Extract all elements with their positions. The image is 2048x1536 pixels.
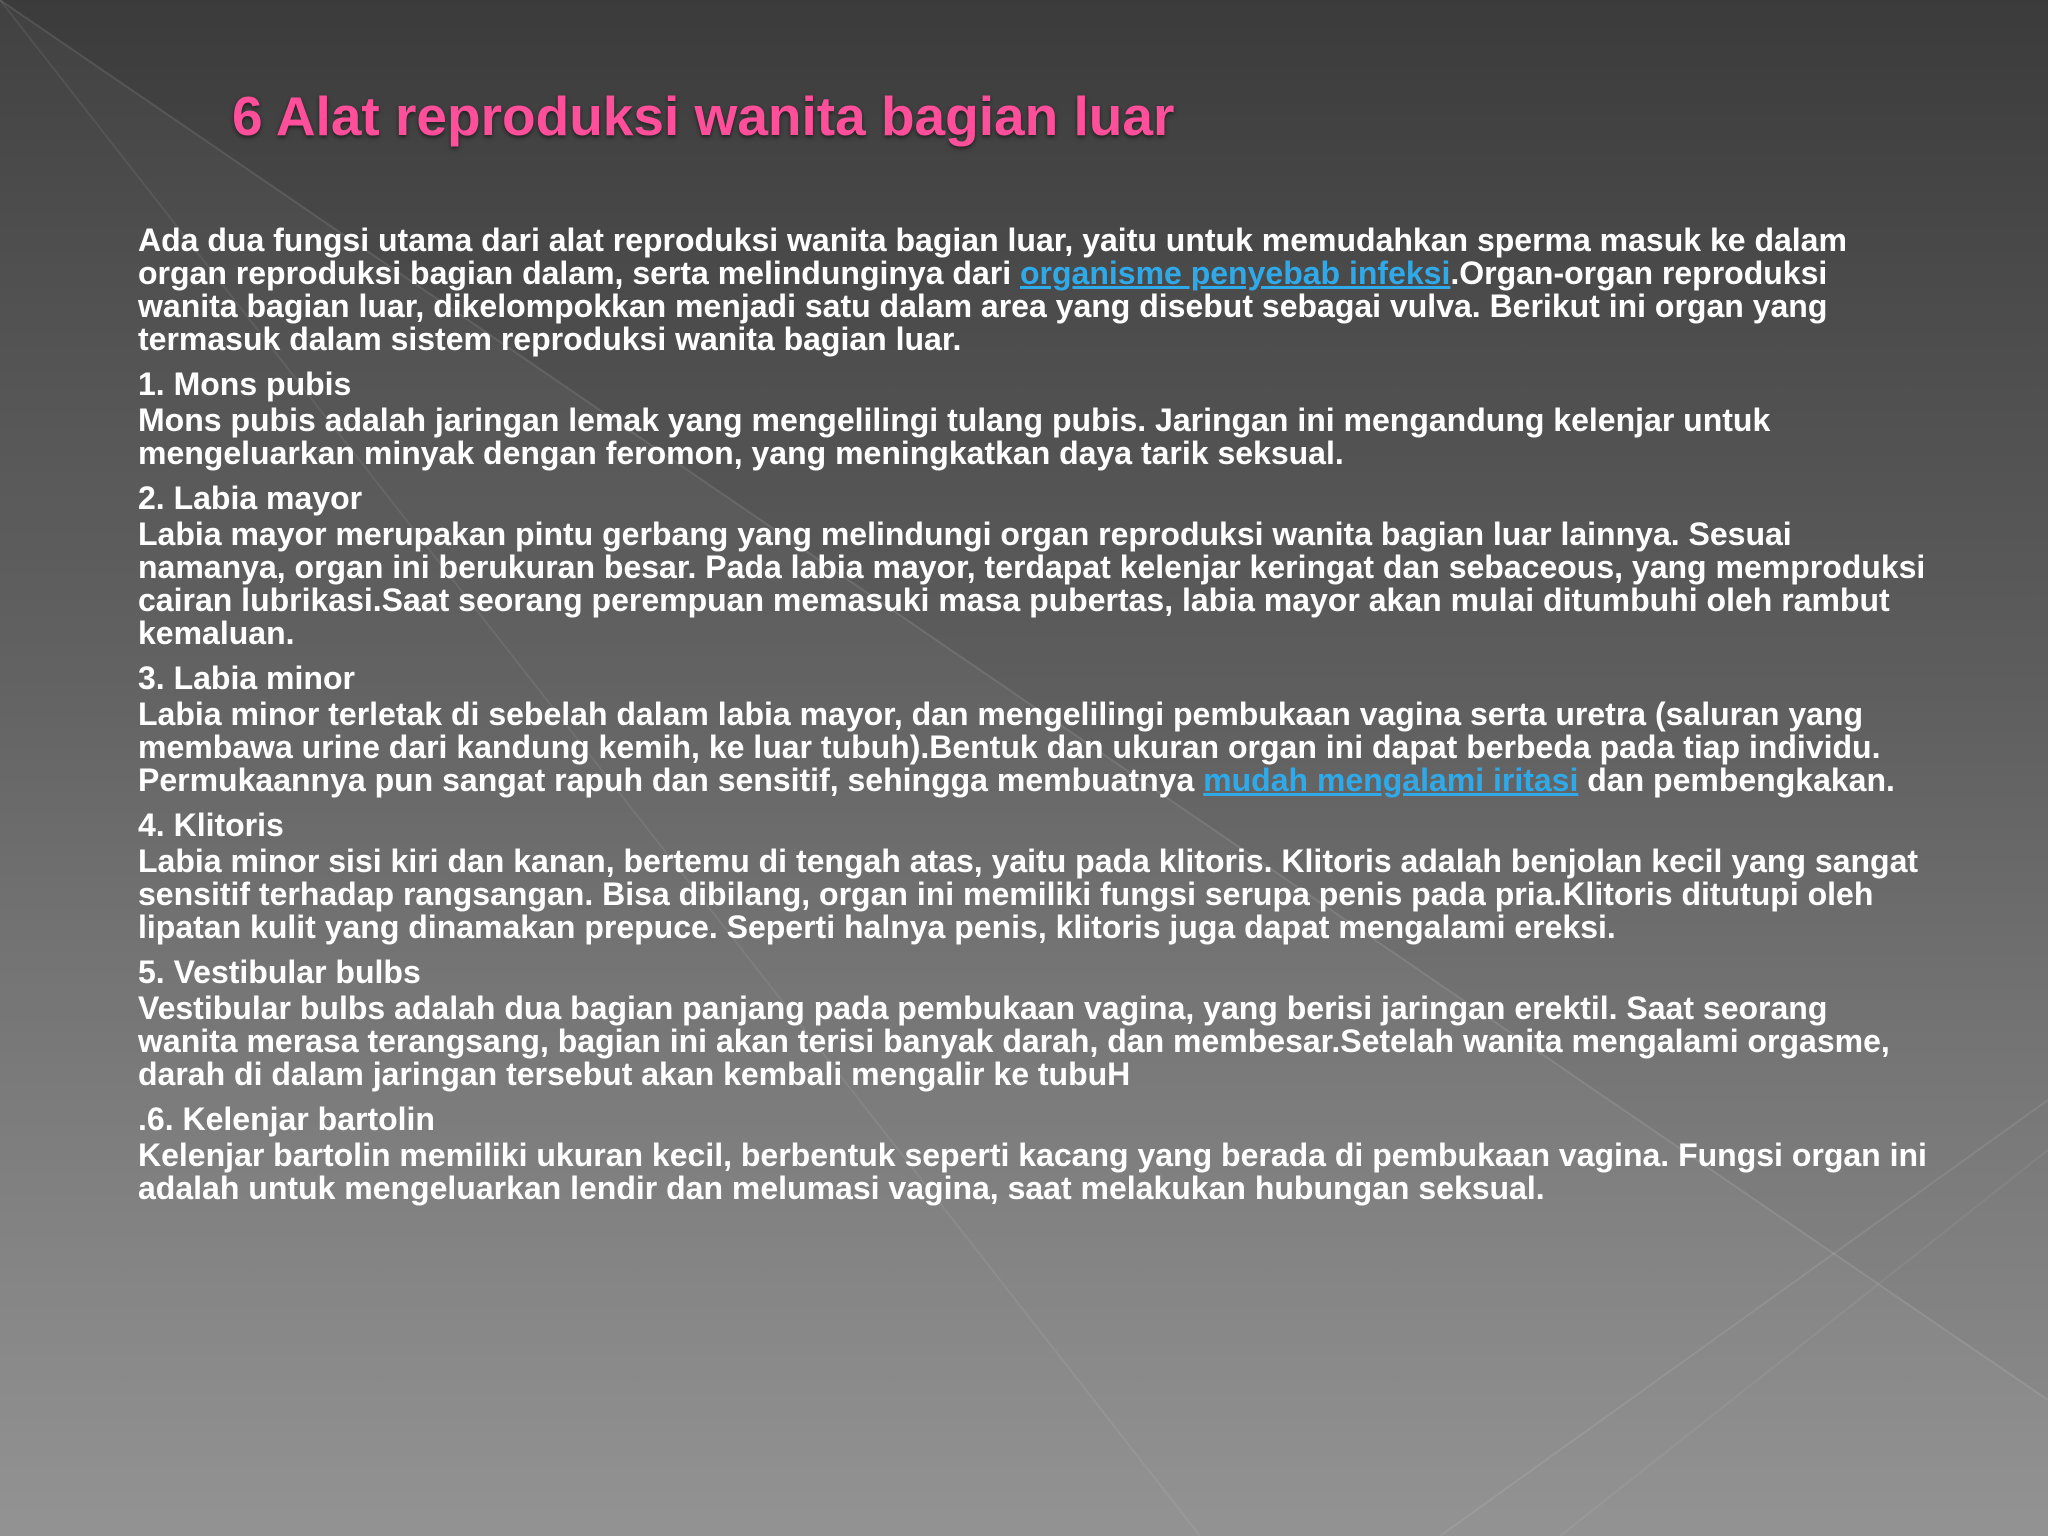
labia-minor-text-before-link: Labia minor terletak di sebelah dalam labia mayor, dan mengelilingi pembukaan vagina serta uretra (saluran yang membawa urine dari kandung kemih, ke luar tubuh).Bentuk dan ukuran organ ini dapat berbeda pada tiap individu. Permukaannya pun sangat rapuh dan sensitif, sehingga membuatnya xyxy=(138,696,1881,798)
section-heading-labia-minor: 3. Labia minor xyxy=(138,660,355,696)
section-heading-labia-mayor: 2. Labia mayor xyxy=(138,480,363,516)
labia-minor-text-after-link: dan pembengkakan. xyxy=(1578,762,1895,798)
intro-text-after-link: .Organ-organ reproduksi wanita bagian luar, dikelompokkan menjadi satu dalam area yang disebut sebagai vulva. Berikut ini organ yang termasuk dalam sistem reproduksi wanita bagian luar. xyxy=(138,255,1828,357)
section-heading-mons-pubis: 1. Mons pubis xyxy=(138,366,352,402)
section-body-klitoris: Labia minor sisi kiri dan kanan, bertemu di tengah atas, yaitu pada klitoris. Klitoris adalah benjolan kecil yang sangat sensitif terhadap rangsangan. Bisa dibilang, organ ini memiliki fungsi serupa penis pada pria.Klitoris ditutupi oleh lipatan kulit yang dinamakan prepuce. Seperti halnya penis, klitoris juga dapat mengalami ereksi. xyxy=(138,843,1919,945)
infection-organism-link[interactable]: organisme penyebab infeksi xyxy=(1019,255,1451,291)
intro-text-before-link: Ada dua fungsi utama dari alat reproduksi wanita bagian luar, yaitu untuk memudahkan sperma masuk ke dalam organ reproduksi bagian dalam, serta melindunginya dari xyxy=(138,222,1847,291)
slide-content xyxy=(138,224,1928,1213)
section-body-mons-pubis: Mons pubis adalah jaringan lemak yang mengelilingi tulang pubis. Jaringan ini mengandung kelenjar untuk mengeluarkan minyak dengan feromon, yang meningkatkan daya tarik seksual. xyxy=(138,402,1771,471)
irritation-link[interactable]: mudah mengalami iritasi xyxy=(1203,762,1579,798)
section-body-labia-mayor: Labia mayor merupakan pintu gerbang yang melindungi organ reproduksi wanita bagian luar lainnya. Sesuai namanya, organ ini berukuran besar. Pada labia mayor, terdapat kelenjar keringat dan sebaceous, yang memproduksi cairan lubrikasi.Saat seorang perempuan memasuki masa pubertas, labia mayor akan mulai ditumbuhi oleh rambut kemaluan. xyxy=(138,516,1926,651)
section-heading-vestibular-bulbs: 5. Vestibular bulbs xyxy=(138,954,421,990)
section-heading-klitoris: 4. Klitoris xyxy=(138,807,284,843)
intro-paragraph xyxy=(138,224,1928,356)
slide-title: 6 Alat reproduksi wanita bagian luar xyxy=(232,85,1175,147)
section-heading-kelenjar-bartolin: .6. Kelenjar bartolin xyxy=(138,1101,435,1137)
section-body-kelenjar-bartolin: Kelenjar bartolin memiliki ukuran kecil, berbentuk seperti kacang yang berada di pembukaan vagina. Fungsi organ ini adalah untuk mengeluarkan lendir dan melumasi vagina, saat melakukan hubungan seksual. xyxy=(138,1137,1927,1206)
section-body-labia-minor xyxy=(138,698,1928,797)
section-body-vestibular-bulbs: Vestibular bulbs adalah dua bagian panjang pada pembukaan vagina, yang berisi jaringan erektil. Saat seorang wanita merasa terangsang, bagian ini akan terisi banyak darah, dan membesar.Setelah wanita mengalami orgasme, darah di dalam jaringan tersebut akan kembali mengalir ke tubuH xyxy=(138,990,1890,1092)
